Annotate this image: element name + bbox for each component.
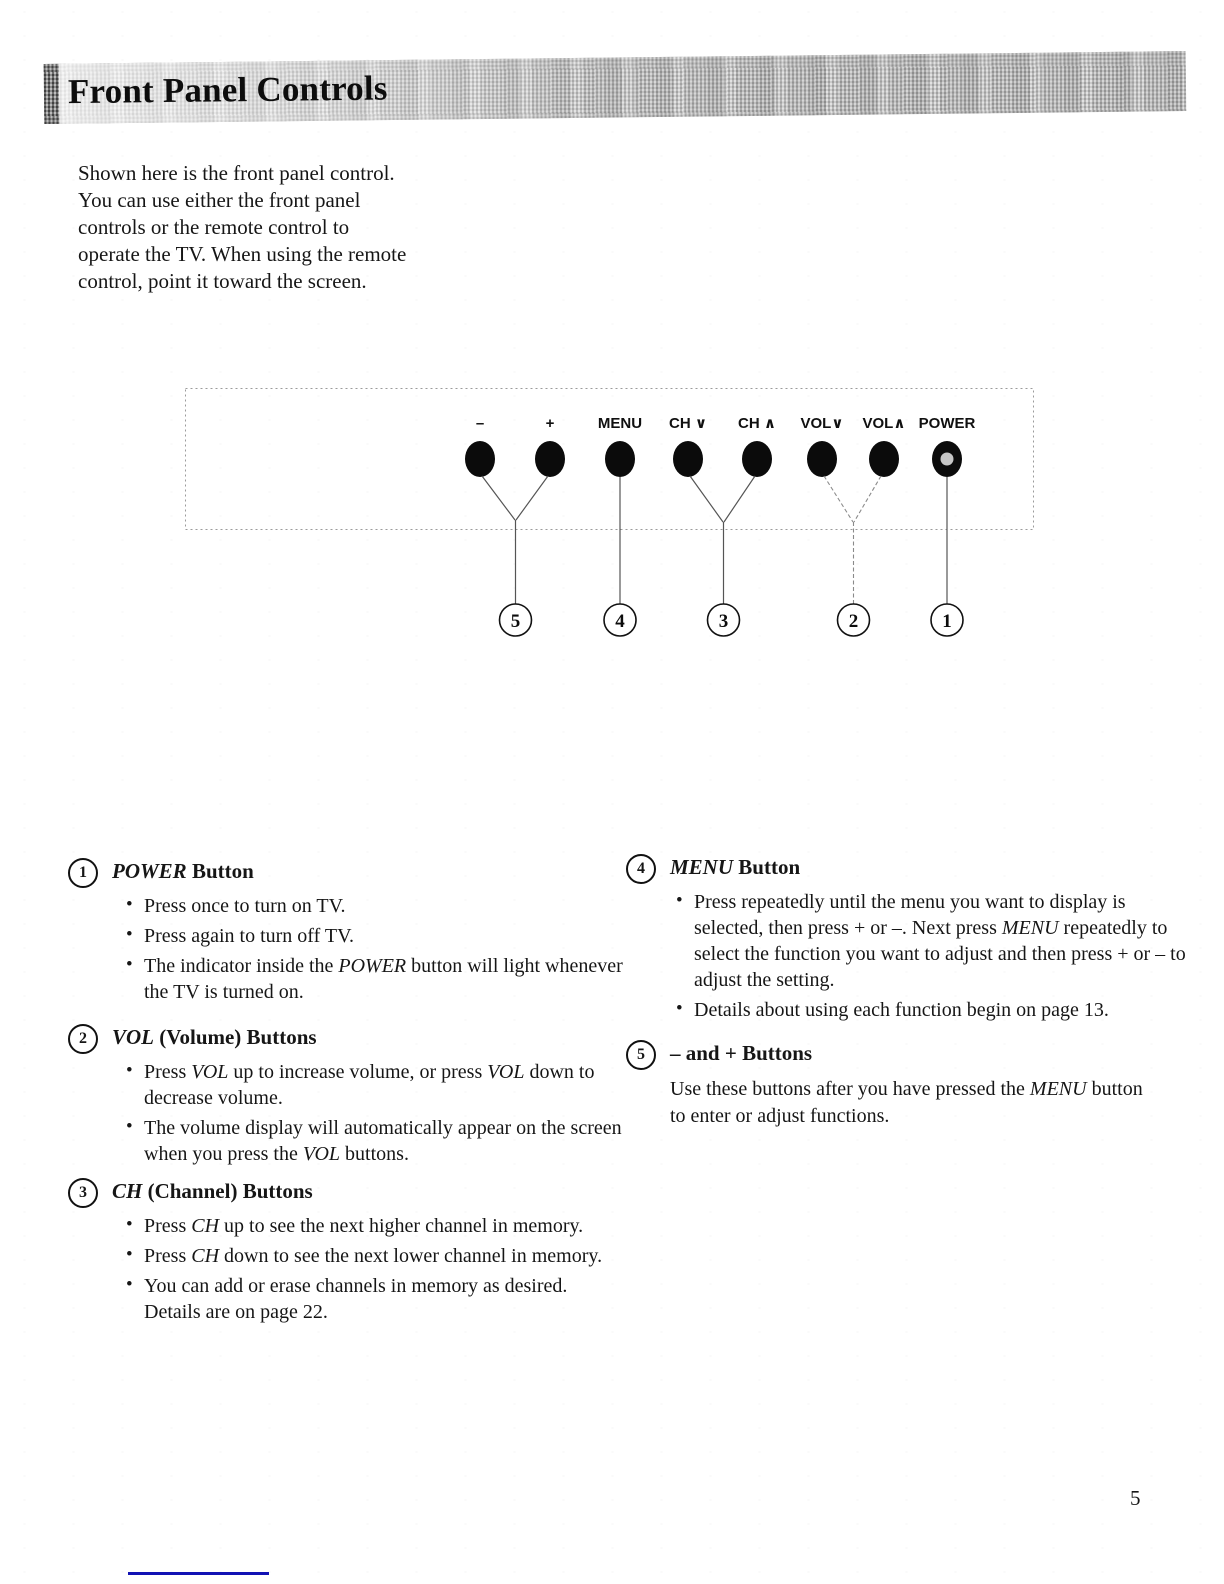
bullet-list (68, 1059, 629, 1167)
header-band-left-strip (44, 64, 60, 124)
front-panel-diagram (0, 370, 1224, 670)
bullet-list (68, 893, 629, 1005)
callout-number-5: 5 (510, 611, 521, 632)
section-number-badge (68, 1024, 98, 1054)
section-menu-button (626, 852, 1189, 1027)
section-number-badge (626, 854, 656, 884)
plus-button (535, 441, 565, 477)
button-label-minus: – (475, 415, 485, 432)
section-paragraph: Use these buttons after you have pressed the MENU button to enter or adjust functions. (670, 1078, 1143, 1127)
section-title: VOL (Volume) Buttons (112, 1025, 317, 1049)
section-minus-plus-buttons (626, 1038, 1189, 1130)
bullet-item: • Press VOL up to increase volume, or press VOL down to decrease volume. (124, 1059, 629, 1111)
section-title: MENU Button (670, 855, 801, 879)
button-label-ch-down: CH ∨ (668, 415, 708, 432)
section-title: – and + Buttons (670, 1041, 813, 1065)
bullet-list (626, 889, 1189, 1023)
button-label-vol-down: VOL∨ (800, 415, 844, 432)
section-number: 3 (79, 1184, 87, 1201)
vol-up-button (869, 441, 899, 477)
callout-line-2 (824, 476, 881, 604)
menu-button (605, 441, 635, 477)
bullet-item: • Press CH down to see the next lower channel in memory. (124, 1243, 629, 1269)
callout-line-5 (482, 476, 548, 604)
button-label-vol-up: VOL∧ (862, 415, 906, 432)
section-number-badge (626, 1040, 656, 1070)
section-number-badge (68, 858, 98, 888)
minus-button (465, 441, 495, 477)
bullet-item: • Press once to turn on TV. (124, 893, 629, 919)
section-title: POWER Button (112, 859, 254, 883)
bullet-list (68, 1213, 629, 1325)
section-number-badge (68, 1178, 98, 1208)
callout-number-3: 3 (718, 611, 729, 632)
bullet-item: • The indicator inside the POWER button will light whenever the TV is turned on. (124, 953, 629, 1005)
section-number: 2 (79, 1030, 87, 1047)
intro-paragraph: Shown here is the front panel control. You can use either the front panel controls or the remote control to operate the TV. When using the remote control, point it toward the screen. (78, 161, 407, 293)
callout-number-1: 1 (942, 611, 952, 632)
page-title: Front Panel Controls (67, 68, 388, 112)
bullet-item: • You can add or erase channels in memory as desired. Details are on page 22. (124, 1273, 629, 1325)
callout-number-4: 4 (615, 611, 625, 632)
section-number: 4 (637, 860, 645, 877)
bullet-item: • Press CH up to see the next higher channel in memory. (124, 1213, 629, 1239)
section-power-button (68, 856, 629, 1009)
ch-up-button (742, 441, 772, 477)
section-number: 5 (637, 1046, 645, 1063)
section-title: CH (Channel) Buttons (112, 1179, 313, 1203)
page-number: 5 (1130, 1486, 1141, 1510)
button-label-ch-up: CH ∧ (737, 415, 777, 432)
ch-down-button (673, 441, 703, 477)
vol-down-button (807, 441, 837, 477)
header-band (44, 51, 1187, 124)
section-vol-buttons (68, 1022, 629, 1171)
section-ch-buttons (68, 1176, 629, 1329)
bullet-item: • The volume display will automatically appear on the screen when you press the VOL buttons. (124, 1115, 629, 1167)
scan-artifact-line (128, 1572, 269, 1575)
button-label-menu: MENU (597, 415, 643, 432)
bullet-item: • Press again to turn off TV. (124, 923, 629, 949)
section-number: 1 (79, 864, 87, 881)
callout-line-3 (690, 476, 755, 604)
callout-number-2: 2 (848, 611, 859, 632)
button-label-power: POWER (918, 415, 976, 432)
button-label-plus: + (545, 415, 555, 432)
power-indicator (941, 453, 954, 466)
bullet-item: • Press repeatedly until the menu you want to display is selected, then press + or –. Next press MENU repeatedly to select the function you want to adjust and then press + or – to adjust the setting. (674, 889, 1189, 993)
bullet-item: • Details about using each function begin on page 13. (674, 997, 1189, 1023)
